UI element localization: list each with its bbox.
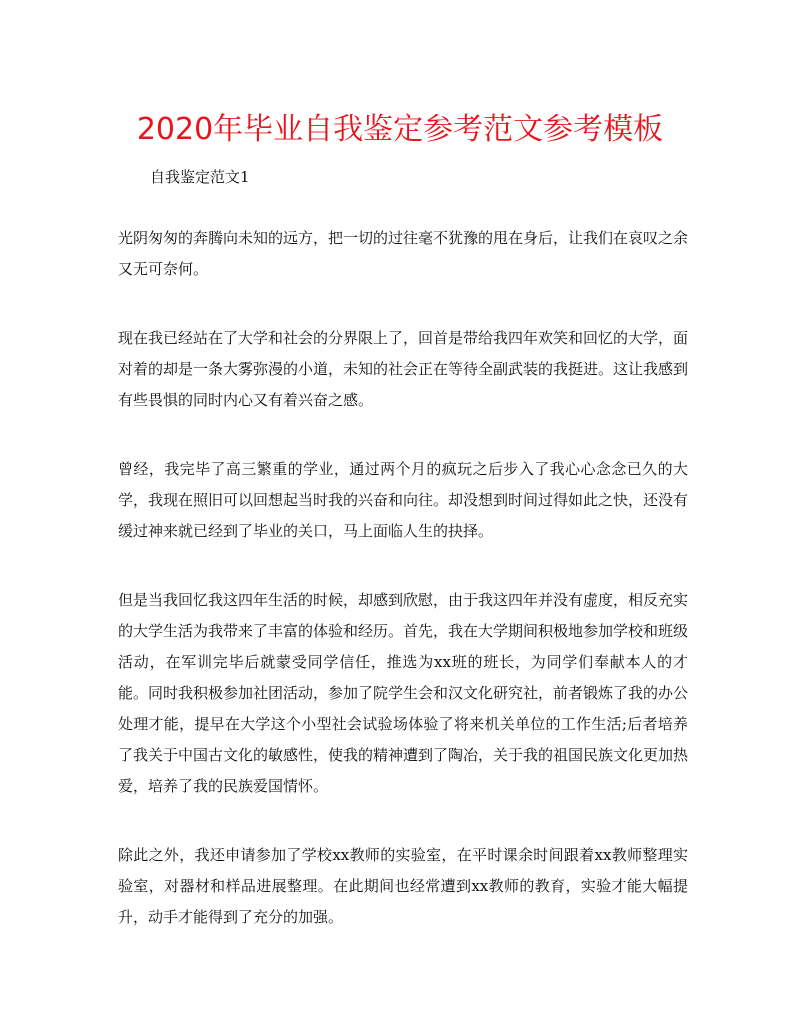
paragraph: 除此之外，我还申请参加了学校xx教师的实验室，在平时课余时间跟着xx教师整理实验室，对器材和样品进展整理。在此期间也经常遭到xx教师的教育，实验才能大幅提升，动手才能得到了充分的加强。 <box>118 846 688 926</box>
paragraph: 曾经，我完毕了高三繁重的学业，通过两个月的疯玩之后步入了我心心念念已久的大学，我现在照旧可以回想起当时我的兴奋和向往。却没想到时间过得如此之快，还没有缓过神来就已经到了毕业的关口，马上面临人生的抉择。 <box>118 460 689 540</box>
document-title: 2020年毕业自我鉴定参考范文参考模板 <box>136 112 664 147</box>
document-body <box>118 223 688 971</box>
paragraph: 现在我已经站在了大学和社会的分界限上了，回首是带给我四年欢笑和回忆的大学，面对着的却是一条大雾弥漫的小道，未知的社会正在等待全副武装的我挺进。这让我感到有些畏惧的同时内心又有着兴奋之感。 <box>118 329 689 409</box>
document-subtitle: 自我鉴定范文1 <box>150 168 250 186</box>
paragraph: 但是当我回忆我这四年生活的时候，却感到欣慰，由于我这四年并没有虚度，相反充实的大学生活为我带来了丰富的体验和经历。首先，我在大学期间积极地参加学校和班级活动，在军训完毕后就蒙受同学信任，推选为xx班的班长，为同学们奉献本人的才能。同时我积极参加社团活动，参加了院学生会和汉文化研究社，前者锻炼了我的办公处理才能，提早在大学这个小型社会试验场体验了将来机关单位的工作生活;后者培养了我关于中国古文化的敏感性，使我的精神遭到了陶冶，关于我的祖国民族文化更加热爱，培养了我的民族爱国情怀。 <box>118 591 689 795</box>
paragraph: 光阴匆匆的奔腾向未知的远方，把一切的过往毫不犹豫的甩在身后，让我们在哀叹之余又无可奈何。 <box>118 229 689 278</box>
